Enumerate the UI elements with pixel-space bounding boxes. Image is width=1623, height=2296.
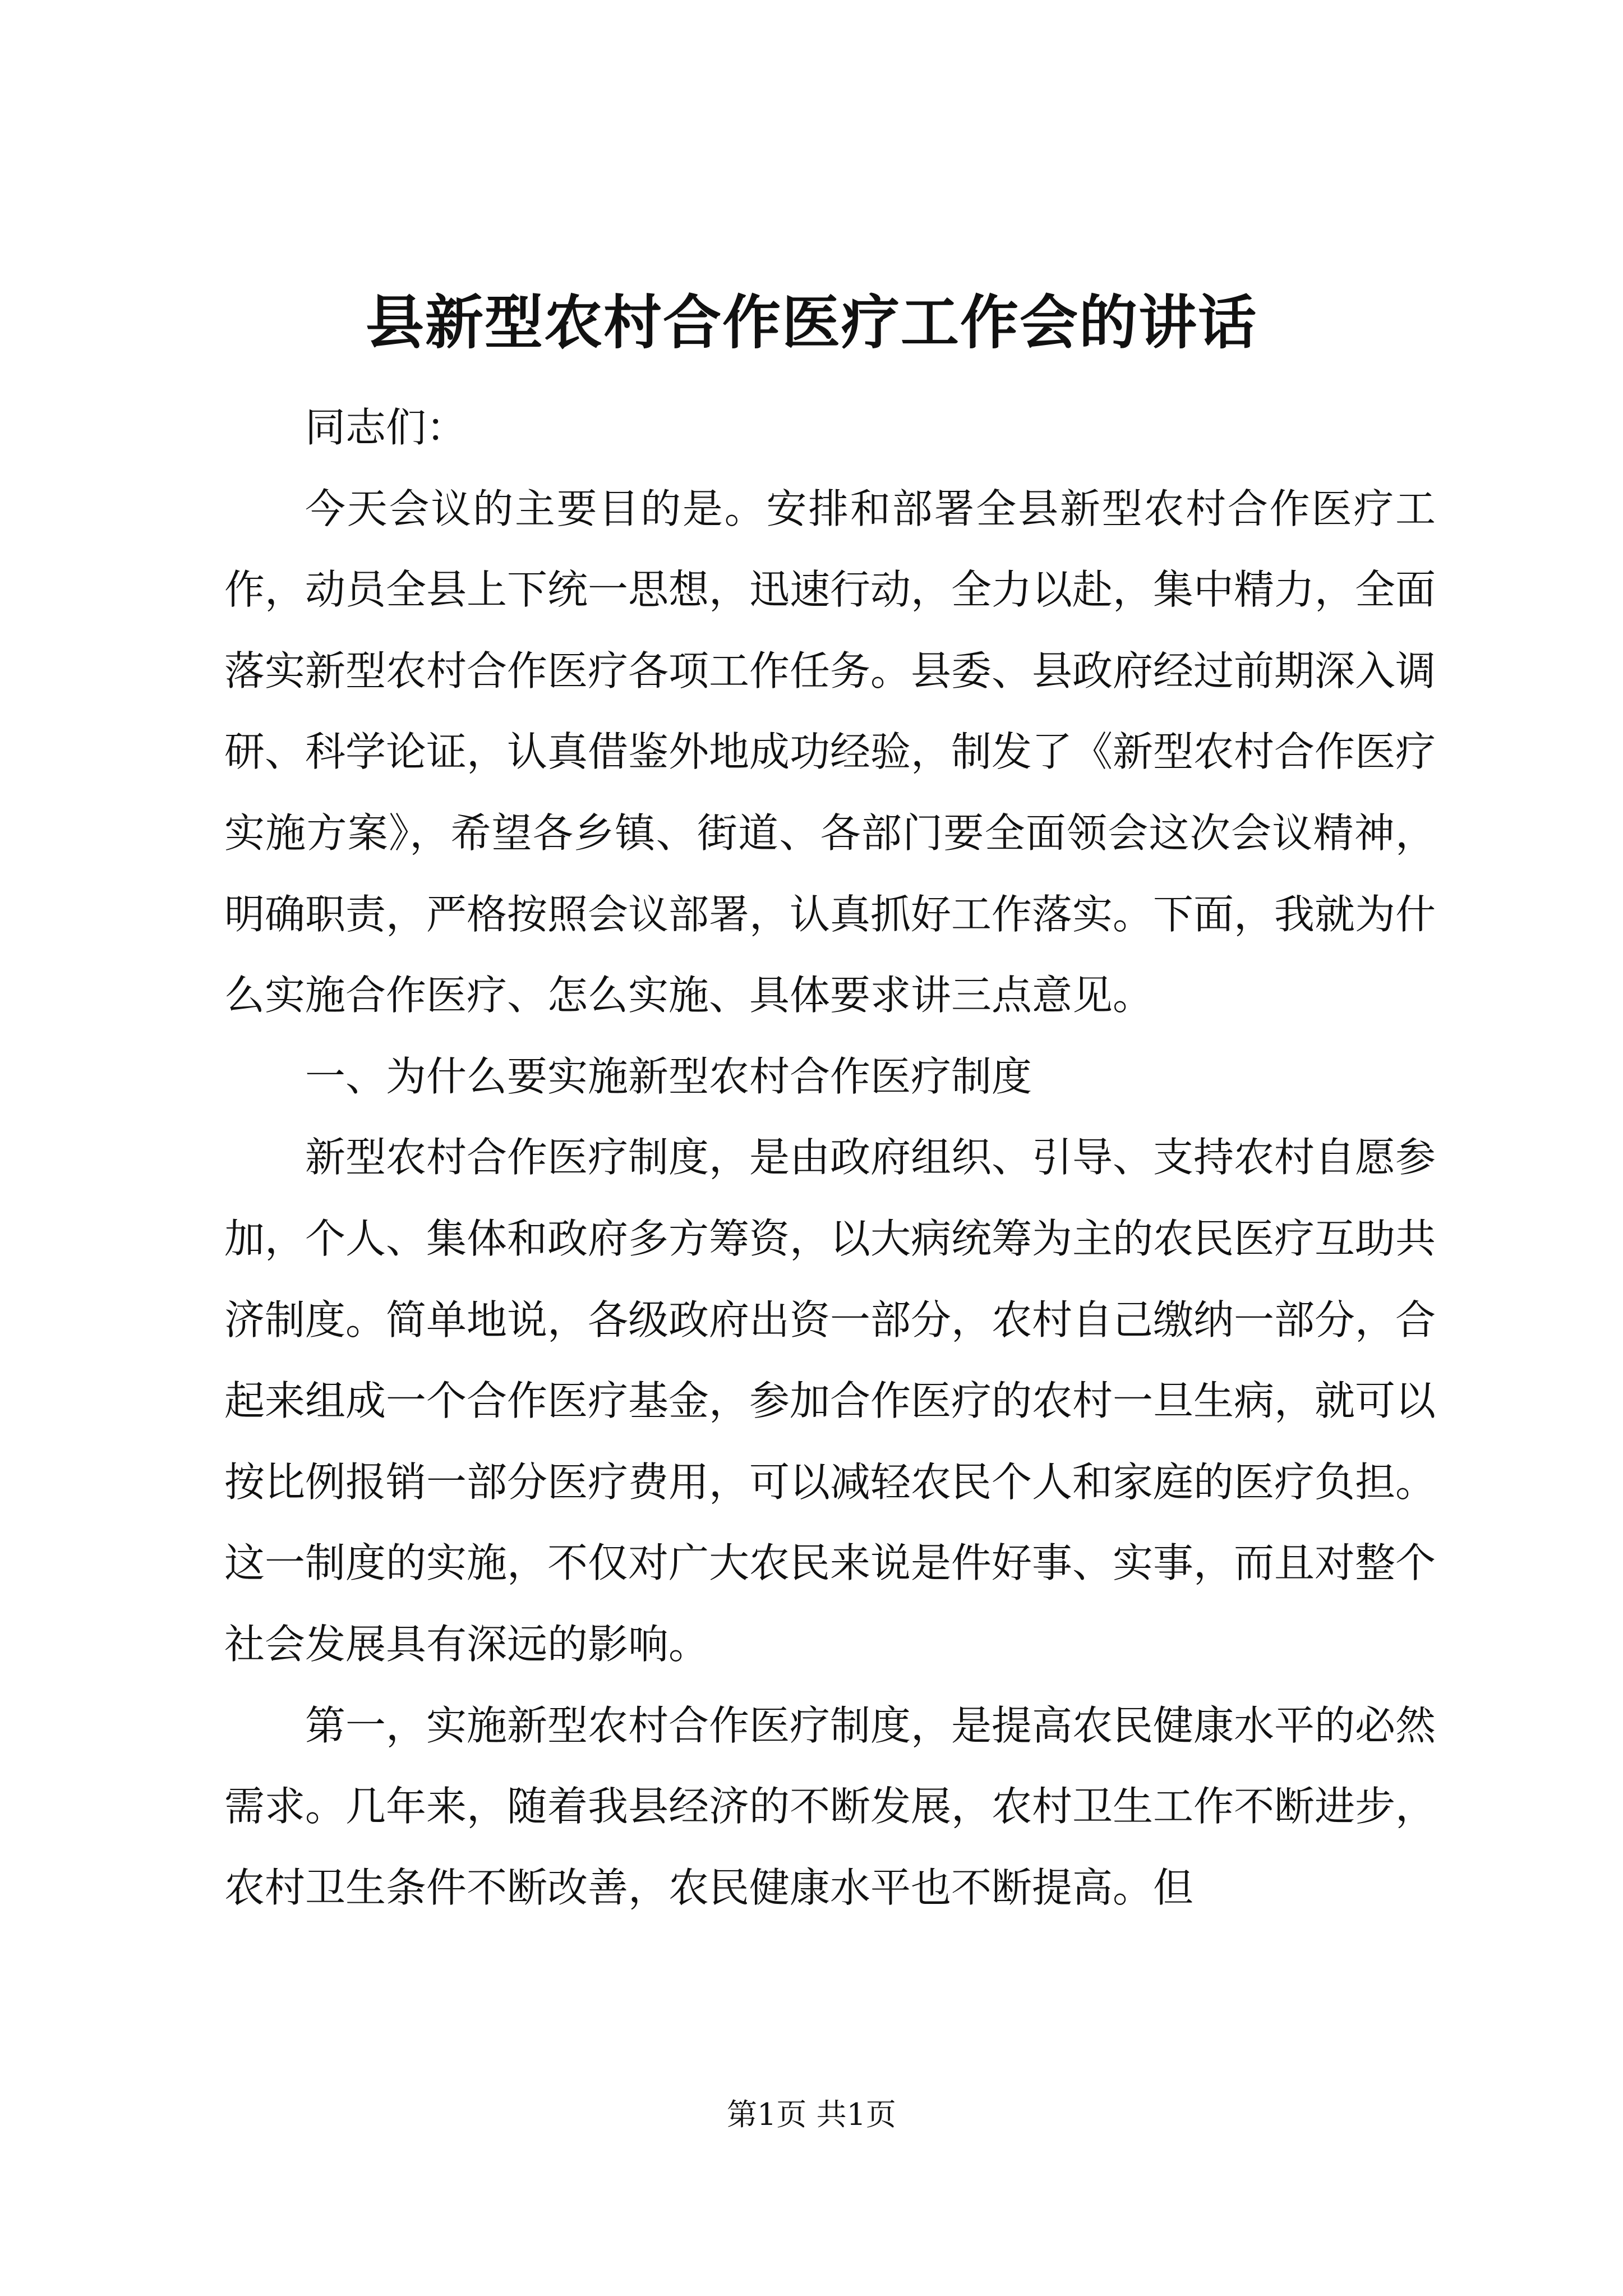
body-paragraph: 今天会议的主要目的是。安排和部署全县新型农村合作医疗工作，动员全县上下统一思想，迅速行动，全力以赴，集中精力，全面落实新型农村合作医疗各项工作任务。县委、县政府经过前期深入调研、科学论证，认真借鉴外地成功经验，制发了《新型农村合作医疗实施方案》，希望各乡镇、街道、各部门要全面领会这次会议精神，明确职责，严格按照会议部署，认真抓好工作落实。下面，我就为什么实施合作医疗、怎么实施、具体要求讲三点意见。 xyxy=(224,485,1436,1019)
section-heading: 一、为什么要实施新型农村合作医疗制度 xyxy=(305,1052,1032,1100)
body-paragraph: 第一，实施新型农村合作医疗制度，是提高农民健康水平的必然需求。几年来，随着我县经济的不断发展，农村卫生工作不断进步，农村卫生条件不断改善，农民健康水平也不断提高。但 xyxy=(224,1701,1436,1911)
salutation: 同志们： xyxy=(305,404,467,451)
page-footer: 第1页 共1页 xyxy=(727,2097,896,2132)
document-title: 县新型农村合作医疗工作会的讲话 xyxy=(365,288,1257,357)
document-body xyxy=(224,387,1436,1928)
body-paragraph: 新型农村合作医疗制度，是由政府组织、引导、支持农村自愿参加，个人、集体和政府多方筹资，以大病统筹为主的农民医疗互助共济制度。简单地说，各级政府出资一部分，农村自己缴纳一部分，合起来组成一个合作医疗基金，参加合作医疗的农村一旦生病，就可以按比例报销一部分医疗费用，可以减轻农民个人和家庭的医疗负担。这一制度的实施，不仅对广大农民来说是件好事、实事，而且对整个社会发展具有深远的影响。 xyxy=(224,1134,1436,1668)
